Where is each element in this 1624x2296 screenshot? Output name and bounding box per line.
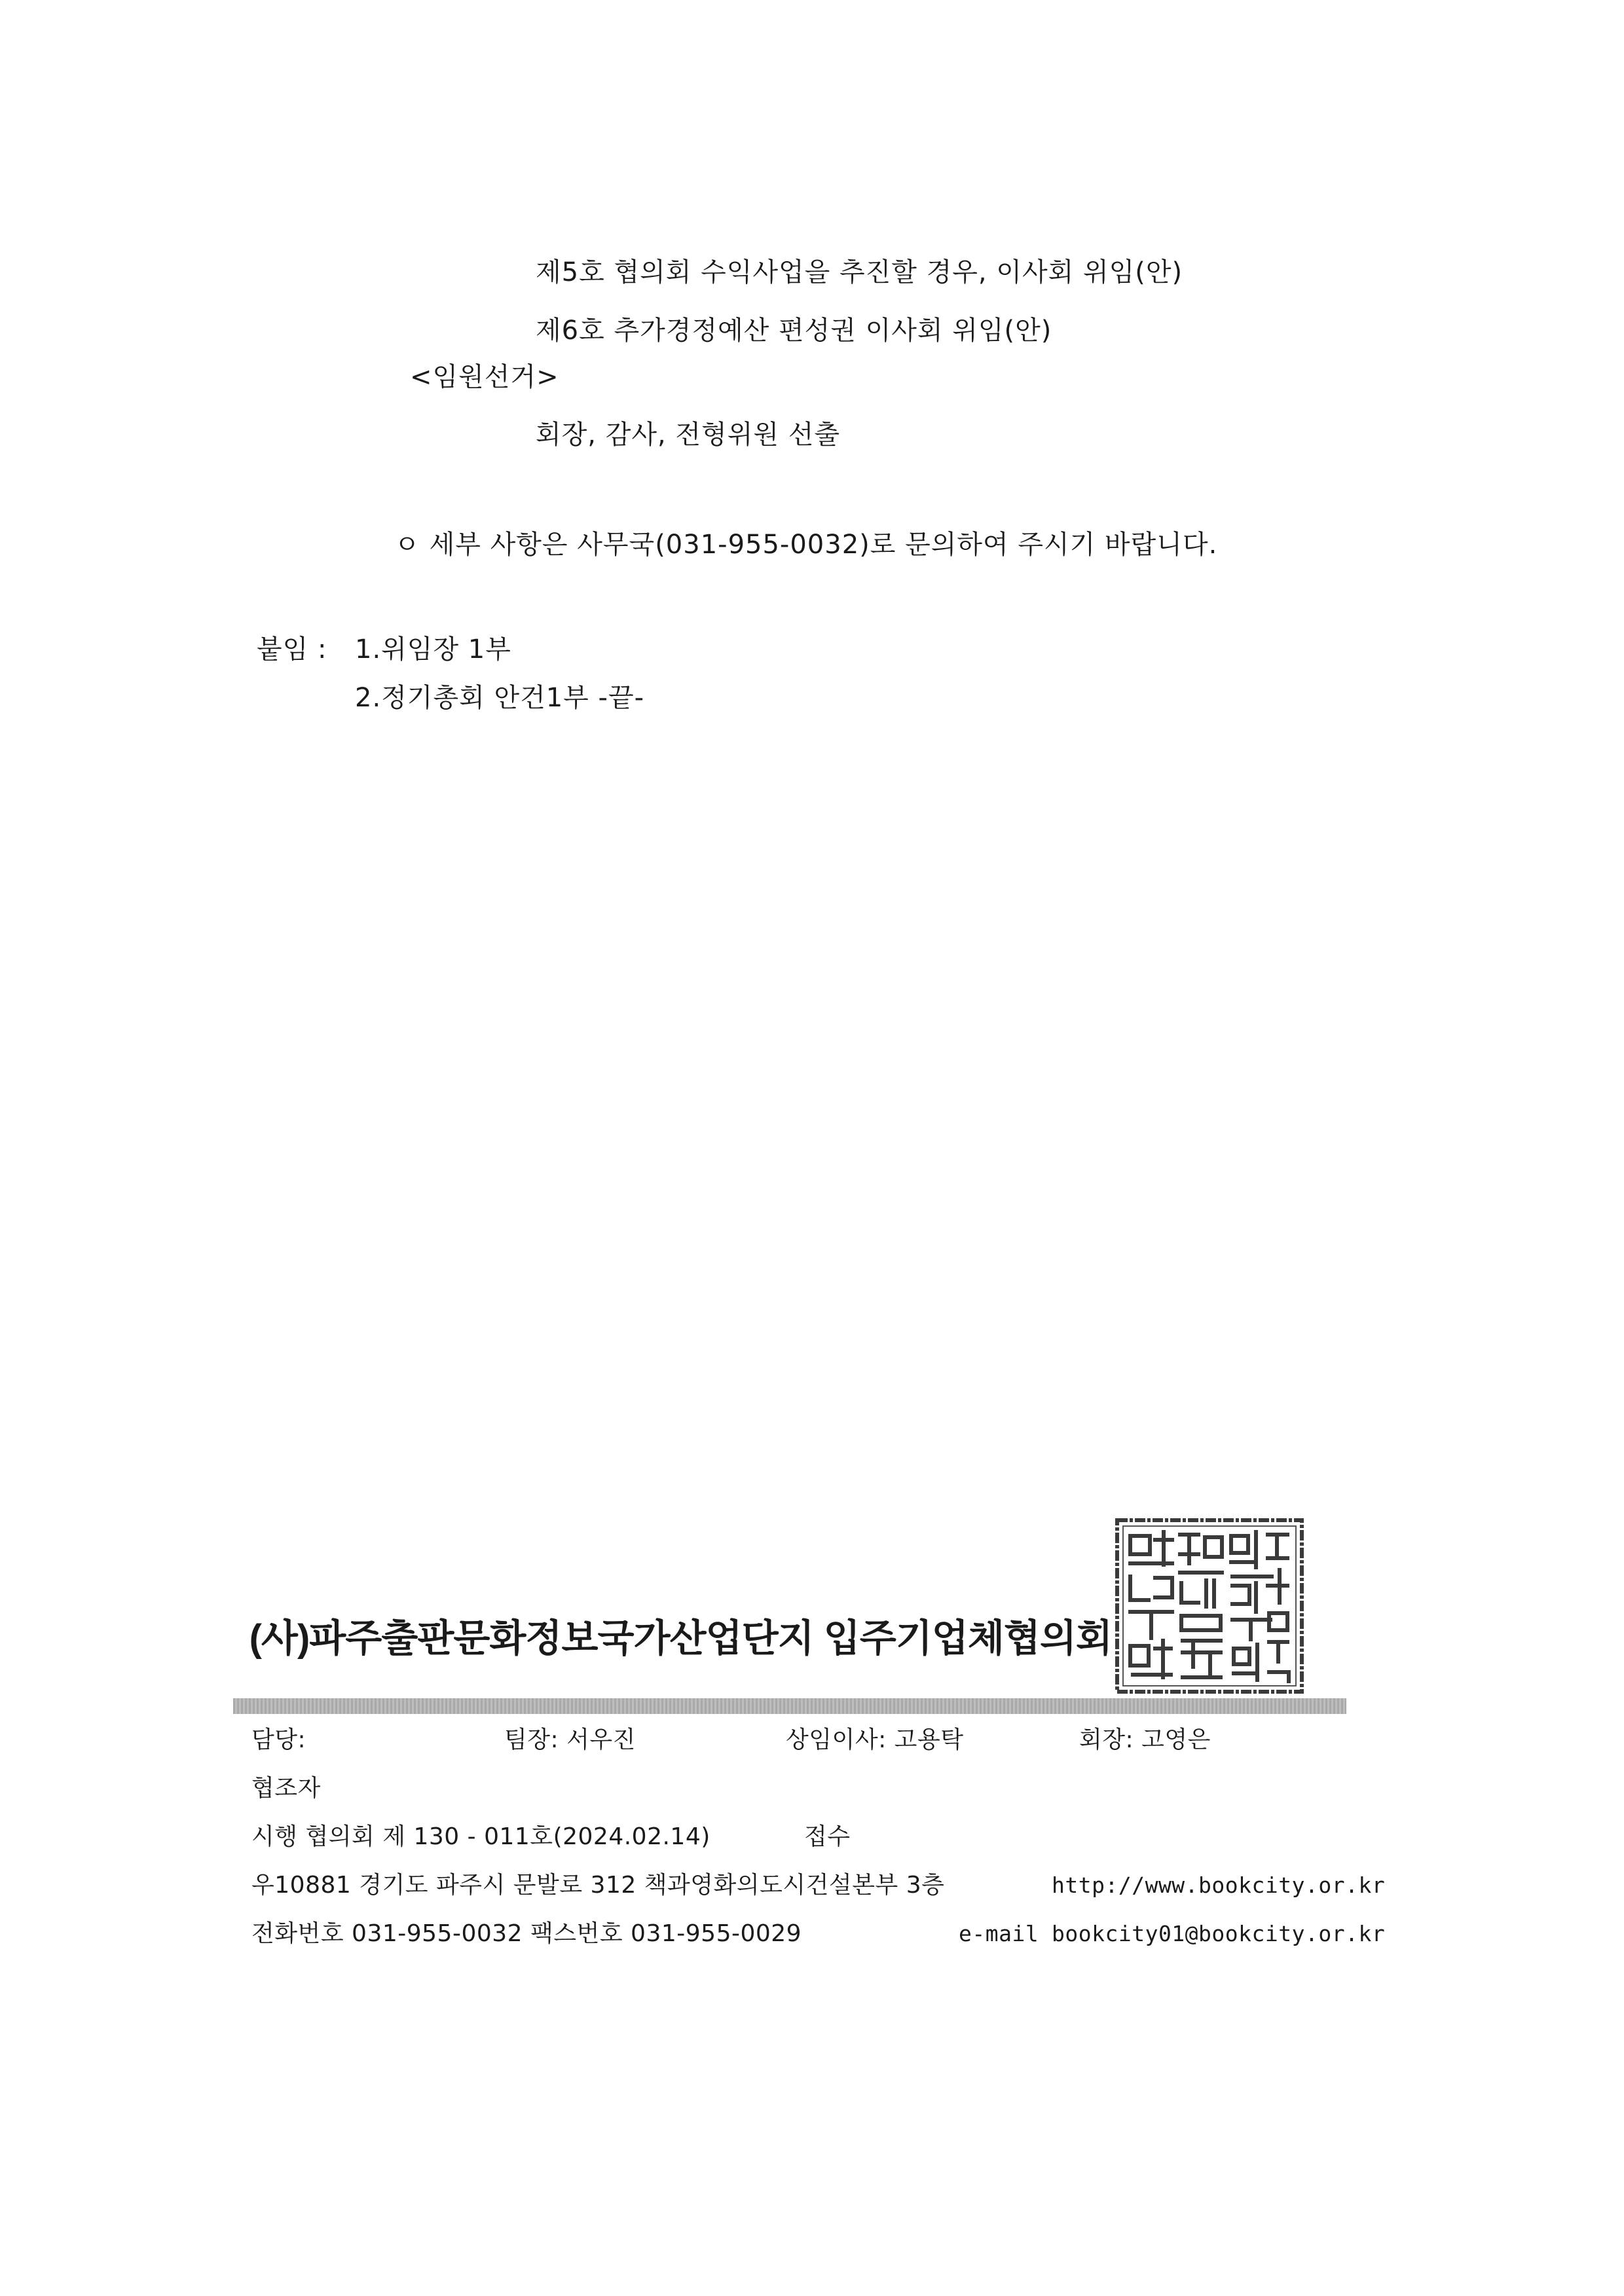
cooperator-label: 협조자 bbox=[251, 1775, 321, 1802]
election-heading: <임원선거> bbox=[410, 362, 559, 392]
election-body: 회장, 감사, 전형위원 선출 bbox=[536, 420, 840, 450]
attachment-label: 붙임 : bbox=[257, 634, 327, 665]
executive-director: 상임이사: 고용탁 bbox=[786, 1726, 964, 1753]
bullet-icon: ㅇ bbox=[394, 530, 420, 560]
enforcement-number: 시행 협의회 제 130 - 011호(2024.02.14) bbox=[251, 1823, 710, 1850]
agenda-item-5: 제5호 협의회 수익사업을 추진할 경우, 이사회 위임(안) bbox=[536, 257, 1183, 287]
phone-fax: 전화번호 031-955-0032 팩스번호 031-955-0029 bbox=[251, 1920, 802, 1947]
attachment-item: 2.정기총회 안건1부 -끝- bbox=[355, 683, 645, 713]
team-leader: 팀장: 서우진 bbox=[504, 1726, 636, 1753]
receipt-label: 접수 bbox=[804, 1823, 851, 1850]
email-label: e-mail bbox=[959, 1921, 1039, 1946]
attachment-item: 1.위임장 1부 bbox=[355, 634, 511, 665]
contact-notice bbox=[394, 529, 1217, 560]
website-link[interactable]: http://www.bookcity.or.kr bbox=[1052, 1872, 1386, 1898]
organization-name: (사)파주출판문화정보국가산업단지 입주기업체협의회 bbox=[249, 1617, 1112, 1660]
staff-label: 담당: bbox=[251, 1726, 306, 1753]
postal-address: 우10881 경기도 파주시 문발로 312 책과영화의도시건설본부 3층 bbox=[251, 1872, 945, 1899]
chairman: 회장: 고영은 bbox=[1079, 1726, 1211, 1753]
official-seal-icon bbox=[1115, 1518, 1304, 1694]
notice-text: 세부 사항은 사무국(031-955-0032)로 문의하여 주시기 바랍니다. bbox=[429, 530, 1218, 560]
agenda-item-6: 제6호 추가경정예산 편성권 이사회 위임(안) bbox=[536, 316, 1052, 346]
footer-divider bbox=[233, 1698, 1346, 1714]
email-link[interactable]: bookcity01@bookcity.or.kr bbox=[1052, 1921, 1386, 1946]
